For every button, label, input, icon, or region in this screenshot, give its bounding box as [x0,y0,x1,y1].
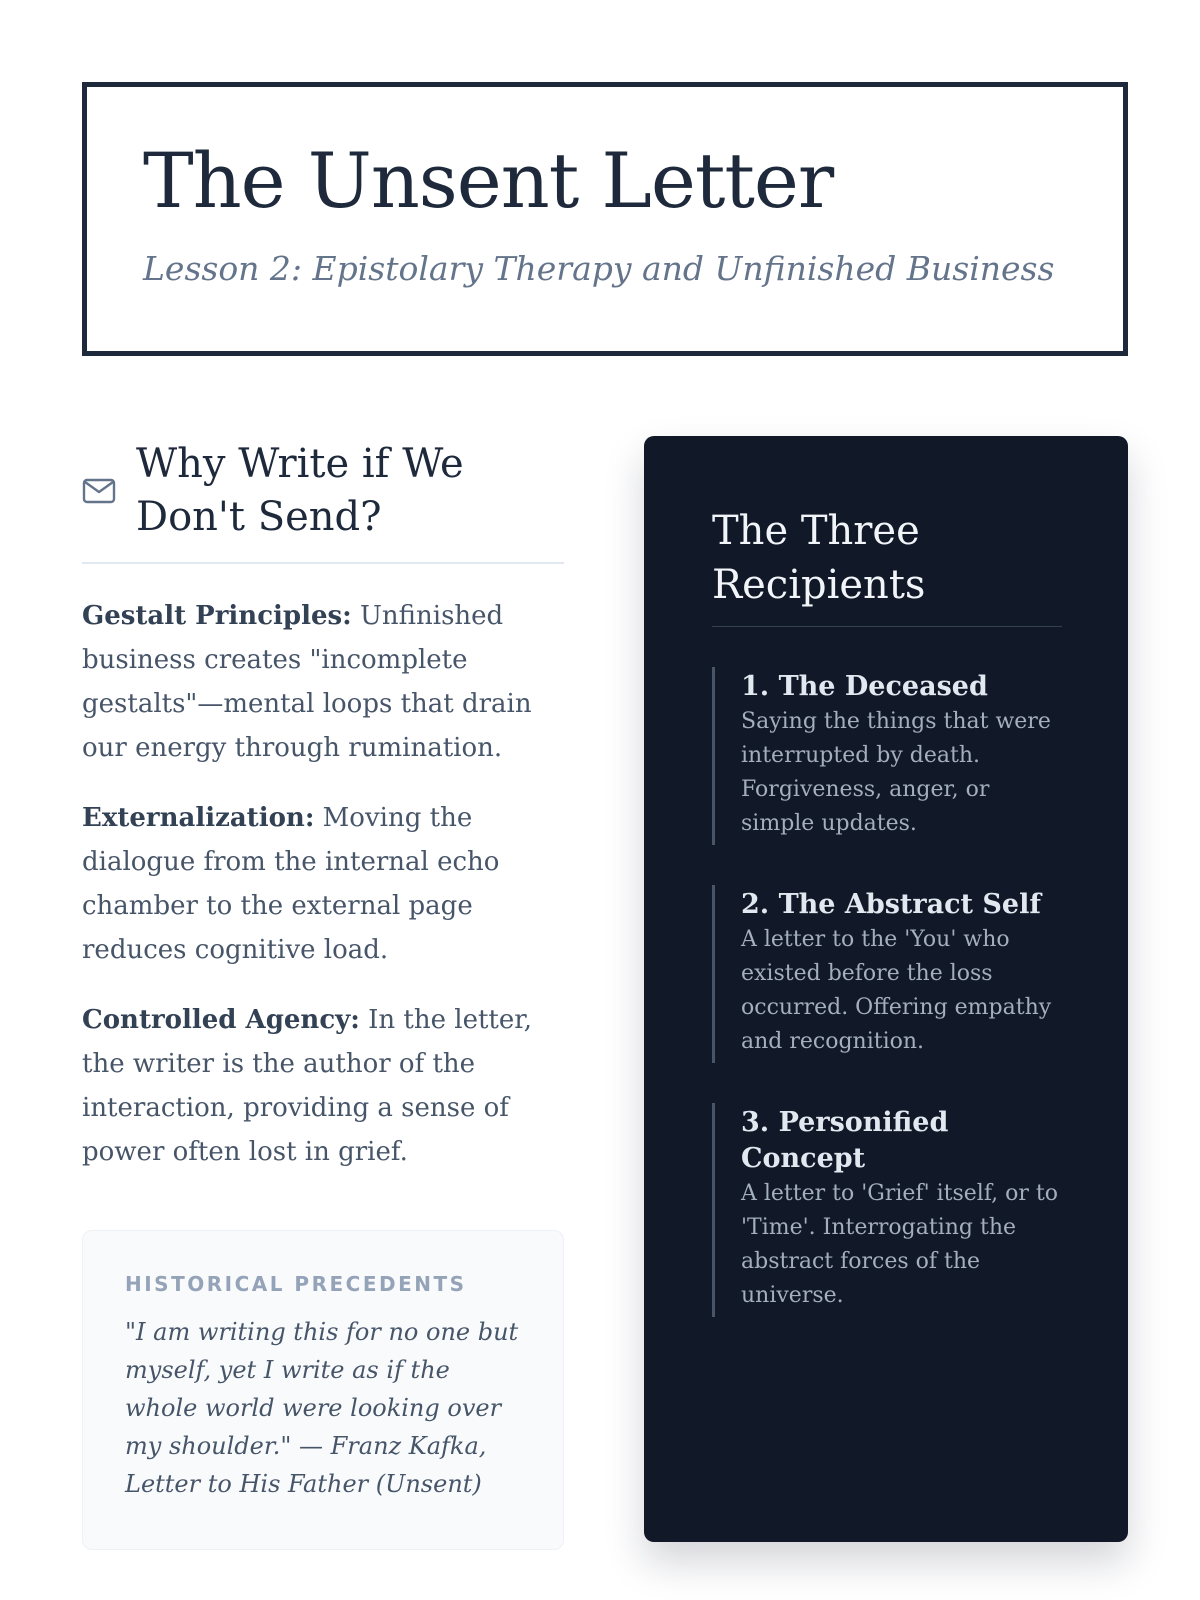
principle-text: Moving the dialogue from the internal echo chamber to the external page reduces cognitive load. [82,803,500,965]
principle-gestalt [82,594,564,770]
principle-text: Unfinished business creates "incomplete gestalts"—mental loops that drain our energy through rumination. [82,601,532,763]
recipient-item [712,885,1062,1063]
recipients-list [712,667,1062,1317]
three-recipients-panel [644,436,1128,1542]
recipient-description: A letter to 'Grief' itself, or to 'Time'. Interrogating the abstract forces of the universe. [741,1181,1059,1308]
lesson-subtitle: Lesson 2: Epistolary Therapy and Unfinished Business [143,249,1055,288]
principles-list [82,594,564,1174]
section-header [82,438,564,564]
kafka-quote: "I am writing this for no one but myself, yet I write as if the whole world were looking over my shoulder." — Franz Kafka, Letter to His Father (Unsent) [125,1318,519,1498]
principle-term: Controlled Agency: [82,1005,360,1035]
recipient-description: Saying the things that were interrupted by death. Forgiveness, anger, or simple updates. [741,709,1051,836]
recipient-description: A letter to the 'You' who existed before the loss occurred. Offering empathy and recognition. [741,927,1052,1054]
recipient-title: 3. Personified Concept [741,1107,949,1174]
recipient-title: 1. The Deceased [741,671,988,702]
principle-term: Gestalt Principles: [82,601,352,631]
envelope-icon [82,476,116,506]
panel-title: The Three Recipients [712,504,1062,627]
section-title: Why Write if We Don't Send? [136,441,464,540]
historical-label: HISTORICAL PRECEDENTS [125,1272,467,1296]
page-title: The Unsent Letter [143,136,834,225]
recipient-item [712,667,1062,845]
principle-text: In the letter, the writer is the author of the interaction, providing a sense of power often lost in grief. [82,1005,533,1167]
why-write-section [82,438,564,1550]
lesson-page [82,82,1128,1542]
recipient-item [712,1103,1062,1317]
principle-term: Externalization: [82,803,315,833]
historical-precedents-card [82,1230,564,1550]
recipient-title: 2. The Abstract Self [741,889,1041,920]
principle-controlled-agency [82,998,564,1174]
principle-externalization [82,796,564,972]
title-box [82,82,1128,356]
